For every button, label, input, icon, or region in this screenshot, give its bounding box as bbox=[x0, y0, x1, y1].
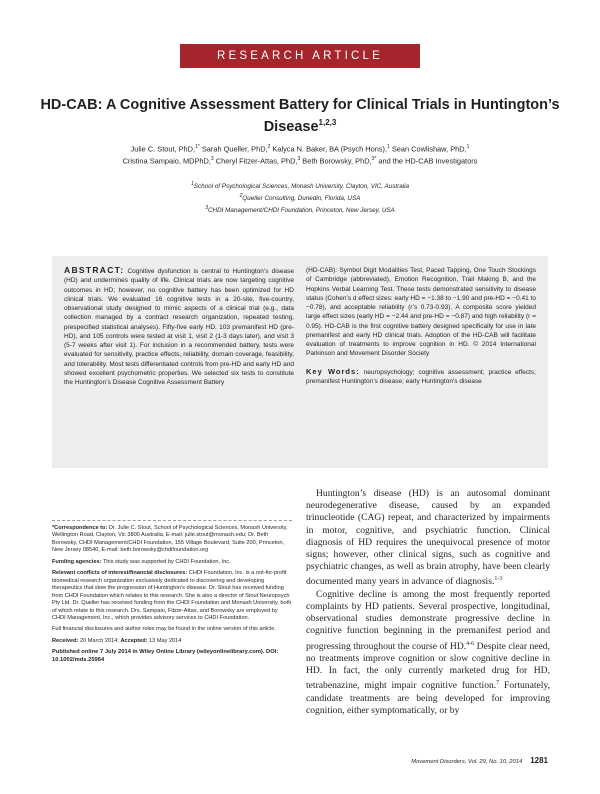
affiliation-sup: 2 bbox=[239, 192, 243, 199]
accepted-label: Accepted: bbox=[120, 637, 148, 644]
body-text-span: Despite clear need, no treatments improve cognition or slow cognitive decline in HD. In fact, the only currently marketed drug for HD, tetrabenazine, might impair cognitive function. bbox=[306, 640, 550, 692]
article-title-sup: 1,2,3 bbox=[318, 118, 337, 127]
author-list bbox=[48, 142, 552, 167]
page-footer bbox=[300, 756, 548, 765]
abstract-heading: ABSTRACT: bbox=[64, 265, 125, 275]
author-sup: 2 bbox=[267, 144, 271, 150]
affiliation-text: CHDI Management/CHDI Foundation, Princeton, New Jersey, USA bbox=[208, 206, 395, 214]
affiliation-1 bbox=[60, 180, 540, 192]
body-text-span: Cognitive decline is among the most frequently reported complaints by HD patients. Several prospective, longitudinal, observational studies demonstrate progressive decline in cognitive function beginning in the premanifest period and progressing throughout the course of HD. bbox=[306, 588, 550, 652]
author-sup: 1* bbox=[195, 144, 200, 150]
body-text-span: Huntington’s disease (HD) is an autosomal dominant neurodegenerative disease, caused by an expanded trinucleotide (CAG) repeat, and characterized by impairments in motor, cognitive, and psychiatric function. Clinical diagnosis of HD requires the unequivocal presence of motor signs; however, other clinical signs, such as cognitive and psychiatric changes, as well as brain atrophy, have been clearly documented many years in advance of diagnosis. bbox=[306, 488, 550, 588]
body-text bbox=[306, 488, 550, 717]
author-name: Sarah Queller, PhD, bbox=[199, 144, 268, 154]
abstract-text-right: (HD-CAB): Symbol Digit Modalities Test, Paced Tapping, One Touch Stockings of Cambridge (abbreviated), Emotion Recognition, Trail Making B, and the Hopkins Verbal Learning Test. These tests demonstrated sensitivity to disease status (Cohen’s d effect sizes: early HD = −1.38 to −1.90 and pre-HD = −0.41 to −0.78), and acceptable reliability (r’s 0.73-0.93). A composite score yielded large effect sizes (early HD = −2.44 and pre-HD = −0.87) and high reliability (r = 0.95). HD-CAB is the first cognitive battery designed specifically for use in late premanifest and early HD clinical trials. Adoption of the HD-CAB will facilitate evaluation of treatments to improve cognition in HD. © 2014 International Parkinson and Movement Disorder Society bbox=[306, 267, 536, 358]
conflicts-text: CHDI Foundation, Inc. is a not-for-profit biomedical research organization exclusively dedicated to discovering and developing therapeutics that slow the progression of Huntington’s disease. Dr. Stout has received funding from CHDI Foundation which relates to this research. She is also a director of Stout Neuropsych Pty Ltd. Dr. Queller has received funding from the CHDI Foundation and Monash University, both of which relate to this research. Drs. Sampaio, Fitzer-Attas, and Borowsky are employed by CHDI Management, Inc., which provides advisory services to CHDI Foundation. bbox=[52, 570, 292, 621]
affiliation-3 bbox=[60, 204, 540, 216]
disclosures-note: Full financial disclosures and author roles may be found in the online version of this article. bbox=[52, 626, 276, 633]
correspondence-label: *Correspondence to: bbox=[52, 525, 108, 531]
funding-label: Funding agencies: bbox=[52, 558, 102, 565]
article-type-label: RESEARCH ARTICLE bbox=[216, 50, 384, 62]
affiliation-text: School of Psychological Sciences, Monash University, Clayton, VIC, Australia bbox=[193, 183, 410, 191]
author-name: and the HD-CAB Investigators bbox=[376, 156, 478, 166]
abstract-box bbox=[52, 256, 548, 468]
footnote-divider bbox=[52, 520, 292, 521]
author-sup: 1 bbox=[387, 144, 390, 150]
author-name: Beth Borowsky, PhD, bbox=[300, 156, 372, 166]
affiliation-sup: 3 bbox=[205, 204, 208, 211]
affiliation-sup: 1 bbox=[190, 181, 194, 187]
page-number: 1281 bbox=[530, 756, 548, 765]
citation-sup: 7 bbox=[496, 680, 500, 687]
abstract-text-left: Cognitive dysfunction is central to Huntington’s disease (HD) and undermines quality of life. Clinical trials are now targeting cognitive outcomes in HD; however, no cognitive battery has been optimized for HD clinical trials. We evaluated 16 cognitive tests in a 20-site, five-country, observational study designed to mimic aspects of a clinical trial (e.g., data collection managed by a contract research organization, repeated testing, prespecified statistical analyses). Fifty-five early HD, 103 premanifest HD (pre-HD), and 105 controls were tested at visit 1, visit 2 (1-3 days later), and visit 3 (5-7 weeks after visit 1). For inclusion in a recommended battery, tests were evaluated for sensitivity, practice effects, reliability, domain coverage, feasibility, and tolerability. Most tests differentiated controls from pre-HD and early HD and showed excellent psychometric properties. We selected six tests to constitute the Huntington’s Disease Cognitive Assessment Battery bbox=[64, 268, 294, 386]
article-title bbox=[40, 96, 560, 136]
citation-sup: 1-3 bbox=[494, 576, 503, 583]
conflicts-note bbox=[52, 570, 292, 622]
body-paragraph-2 bbox=[306, 589, 550, 717]
journal-citation: Movement Disorders, Vol. 29, No. 10, 2014 bbox=[411, 759, 523, 765]
author-line-1 bbox=[48, 142, 552, 154]
correspondence-text: Dr. Julie C. Stout, School of Psychological Sciences, Monash University, Wellington Road, Clayton, Vic 3800 Australia, E-mail: julie.stout@monash.edu; Dr. Beth Borowsky, CHDI Management/CHDI Foundation, 155 Village Boulevard, Suite 200, Princeton, New Jersey 08540, E-mail: beth.borowsky@chdifoundation.org bbox=[52, 525, 288, 554]
citation-sup: 4-6 bbox=[466, 640, 475, 647]
affiliation-text: Queller Consulting, Dunedin, Florida, USA bbox=[242, 194, 361, 202]
author-line-2 bbox=[48, 154, 552, 166]
abstract-right-column bbox=[306, 266, 536, 458]
footnotes bbox=[52, 520, 292, 668]
keywords-text: neuropsychology; cognitive assessment; practice effects; premanifest Huntington’s disease; early Huntington’s disease bbox=[306, 368, 536, 385]
author-sup: 1 bbox=[466, 144, 470, 150]
received-label: Received: bbox=[52, 637, 79, 644]
author-name: Sean Cowlishaw, PhD, bbox=[389, 144, 467, 154]
keywords-heading: Key Words: bbox=[306, 366, 360, 376]
keywords-block bbox=[306, 367, 536, 387]
body-paragraph-1 bbox=[306, 488, 550, 589]
author-sup: 3 bbox=[297, 156, 301, 163]
affiliation-2 bbox=[60, 192, 540, 204]
body-text-span: Fortunately, candidate treatments are being developed for improving cognition, either symptomatically, or by bbox=[306, 680, 551, 717]
abstract-left-column bbox=[64, 266, 294, 458]
affiliation-list bbox=[60, 180, 540, 216]
article-type-banner bbox=[180, 44, 420, 68]
author-name: Julie C. Stout, PhD, bbox=[130, 144, 196, 154]
funding-text: This study was supported by CHDI Foundation, Inc. bbox=[102, 558, 231, 565]
correspondence-note bbox=[52, 525, 292, 555]
author-sup: 3 bbox=[210, 156, 214, 163]
author-sup: 3* bbox=[371, 156, 377, 163]
dates-note bbox=[52, 638, 292, 645]
author-name: Cristina Sampaio, MDPhD, bbox=[122, 156, 211, 166]
author-name: Cheryl Fitzer-Attas, PhD, bbox=[213, 156, 298, 166]
funding-note bbox=[52, 559, 292, 566]
conflicts-label: Relevant conflicts of interest/financial disclosures: bbox=[52, 570, 188, 577]
article-title-text: HD-CAB: A Cognitive Assessment Battery for Clinical Trials in Huntington’s Disease bbox=[40, 97, 560, 135]
author-name: Kalyca N. Baker, BA (Psych Hons), bbox=[270, 144, 388, 154]
received-date: 20 March 2014; bbox=[80, 637, 119, 644]
accepted-date: 13 May 2014 bbox=[149, 637, 182, 644]
publication-note: Published online 7 July 2014 in Wiley Online Library (wileyonlinelibrary.com). DOI: 10.1002/mds.25964 bbox=[52, 649, 279, 663]
